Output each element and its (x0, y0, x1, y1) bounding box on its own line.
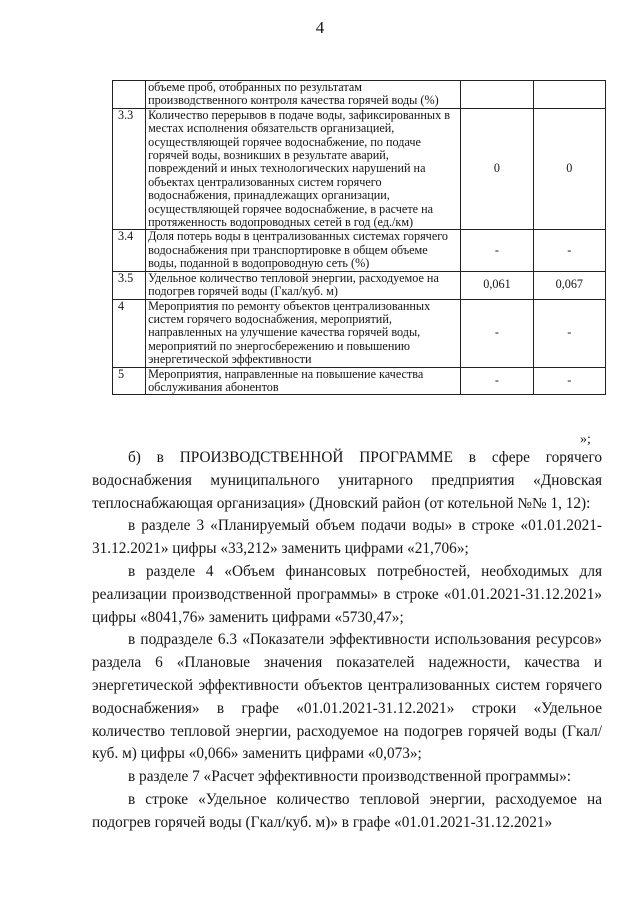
table-row (113, 108, 606, 230)
row-number: 3.4 (113, 230, 146, 271)
row-number: 3.5 (113, 271, 146, 299)
paragraph: в разделе 3 «Планируемый объем подачи воды» в строке «01.01.2021-31.12.2021» цифры «33,212» заменить цифрами «21,706»; (92, 517, 602, 558)
table-row (113, 367, 606, 395)
body-text (92, 447, 602, 835)
row-text: Количество перерывов в подаче воды, зафиксированных в местах исполнения обязательств организацией, осуществляющей горячее водоснабжение, по подаче горячей воды, возникших в результате аварий, повреждений и иных технологических нарушений на объектах централизованных систем горячего водоснабжения, принадлежащих организации, осуществляющей горячее водоснабжение, в расчете на протяженность водопроводных сетей в год (ед./км) (146, 108, 461, 230)
row-value-2: - (533, 367, 605, 395)
row-number: 5 (113, 367, 146, 395)
row-text: Мероприятия по ремонту объектов централизованных систем горячего водоснабжения, мероприятий, направленных на улучшение качества горячей воды, мероприятий по энергосбережению и повышению энергетической эффективности (146, 299, 461, 367)
row-text: Удельное количество тепловой энергии, расходуемое на подогрев горячей воды (Гкал/куб. м) (146, 271, 461, 299)
indicators-table (112, 80, 606, 395)
row-value-1: - (461, 299, 533, 367)
row-text: Доля потерь воды в централизованных системах горячего водоснабжения при транспортировке в общем объеме воды, поданной в водопроводную сеть (%) (146, 230, 461, 271)
row-value-1: - (461, 367, 533, 395)
page-number: 4 (315, 18, 325, 37)
row-number (113, 81, 146, 109)
paragraph: в подразделе 6.3 «Показатели эффективности использования ресурсов» раздела 6 «Плановые значения показателей надежности, качества и энергетической эффективности объектов централизованных систем горячего водоснабжения» в графе «01.01.2021-31.12.2021» строки «Удельное количество тепловой энергии, расходуемое на подогрев горячей воды (Гкал/куб. м) цифры «0,066» заменить цифрами «0,073»; (92, 631, 602, 763)
row-text: Мероприятия, направленные на повышение качества обслуживания абонентов (146, 367, 461, 395)
row-text: объеме проб, отобранных по результатам производственного контроля качества горячей воды (%) (146, 81, 461, 109)
row-value-2: - (533, 230, 605, 271)
row-value-1: 0 (461, 108, 533, 230)
row-number: 3.3 (113, 108, 146, 230)
table-row (113, 271, 606, 299)
table-row (113, 230, 606, 271)
paragraph: в разделе 7 «Расчет эффективности производственной программы»: (128, 768, 571, 786)
table-row (113, 299, 606, 367)
paragraph: б) в ПРОИЗВОДСТВЕННОЙ ПРОГРАММЕ в сфере горячего водоснабжения муниципального унитарного предприятия «Дновская теплоснабжающая организация» (Дновский район (от котельной №№ 1, 12): (92, 449, 602, 512)
row-value-2: 0,067 (533, 271, 605, 299)
closing-quote: »; (580, 432, 591, 447)
row-value-2 (533, 81, 605, 109)
row-number: 4 (113, 299, 146, 367)
paragraph: в строке «Удельное количество тепловой энергии, расходуемое на подогрев горячей воды (Гкал/куб. м)» в графе «01.01.2021-31.12.2021» (92, 790, 602, 831)
row-value-2: 0 (533, 108, 605, 230)
row-value-1: 0,061 (461, 271, 533, 299)
row-value-1: - (461, 230, 533, 271)
table-row (113, 81, 606, 109)
paragraph: в разделе 4 «Объем финансовых потребностей, необходимых для реализации производственной программы» в строке «01.01.2021-31.12.2021» цифры «8041,76» заменить цифрами «5730,47»; (92, 562, 602, 626)
row-value-1 (461, 81, 533, 109)
row-value-2: - (533, 299, 605, 367)
